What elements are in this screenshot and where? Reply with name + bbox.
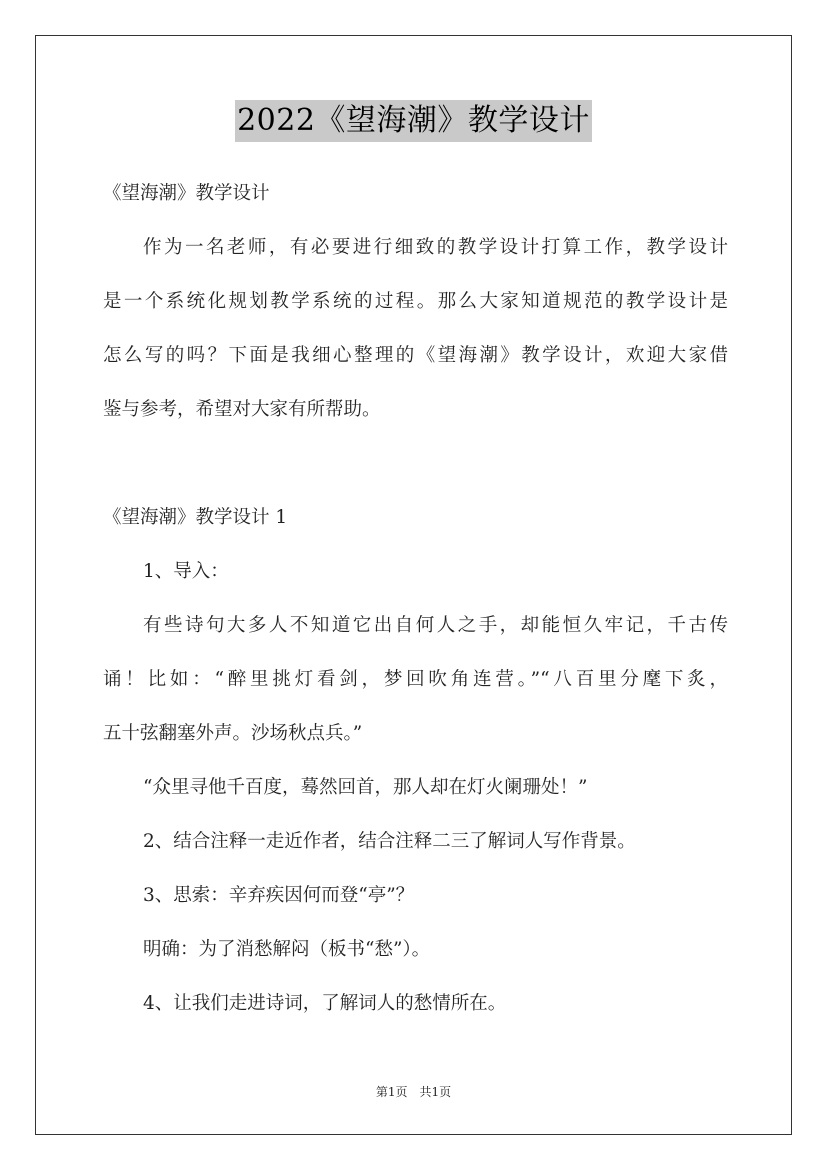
paragraph-line: 作为一名老师，有必要进行细致的教学设计打算工作，教学设计 xyxy=(143,237,728,258)
paragraph-line: 是一个系统化规划教学系统的过程。那么大家知道规范的教学设计是 xyxy=(103,291,728,312)
quote-line: “众里寻他千百度，蓦然回首，那人却在灯火阑珊处！” xyxy=(143,777,588,798)
paragraph-line: 怎么写的吗？下面是我细心整理的《望海潮》教学设计，欢迎大家借 xyxy=(103,345,728,366)
paragraph-line: 有些诗句大多人不知道它出自何人之手，却能恒久牢记，千古传 xyxy=(143,615,728,636)
heading-subsection: 《望海潮》教学设计 1 xyxy=(103,507,288,528)
paragraph-line: 诵！比如：“醉里挑灯看剑，梦回吹角连营。”“八百里分麾下炙， xyxy=(103,669,728,690)
paragraph-line: 鉴与参考，希望对大家有所帮助。 xyxy=(103,399,381,420)
paragraph-line: 五十弦翻塞外声。沙场秋点兵。” xyxy=(103,723,363,744)
step-item: 4、让我们走进诗词，了解词人的愁情所在。 xyxy=(143,993,507,1014)
step-item: 2、结合注释一走近作者，结合注释二三了解词人写作背景。 xyxy=(143,831,636,852)
heading-section: 《望海潮》教学设计 xyxy=(103,183,270,204)
answer-line: 明确：为了消愁解闷（板书“愁”）。 xyxy=(143,939,431,960)
title-container xyxy=(0,100,827,142)
document-title: 2022《望海潮》教学设计 xyxy=(235,100,592,142)
page-footer: 第1页 共1页 xyxy=(375,1085,452,1099)
step-item: 1、导入： xyxy=(143,561,229,582)
step-item: 3、思索：辛弃疾因何而登“亭”？ xyxy=(143,885,415,906)
